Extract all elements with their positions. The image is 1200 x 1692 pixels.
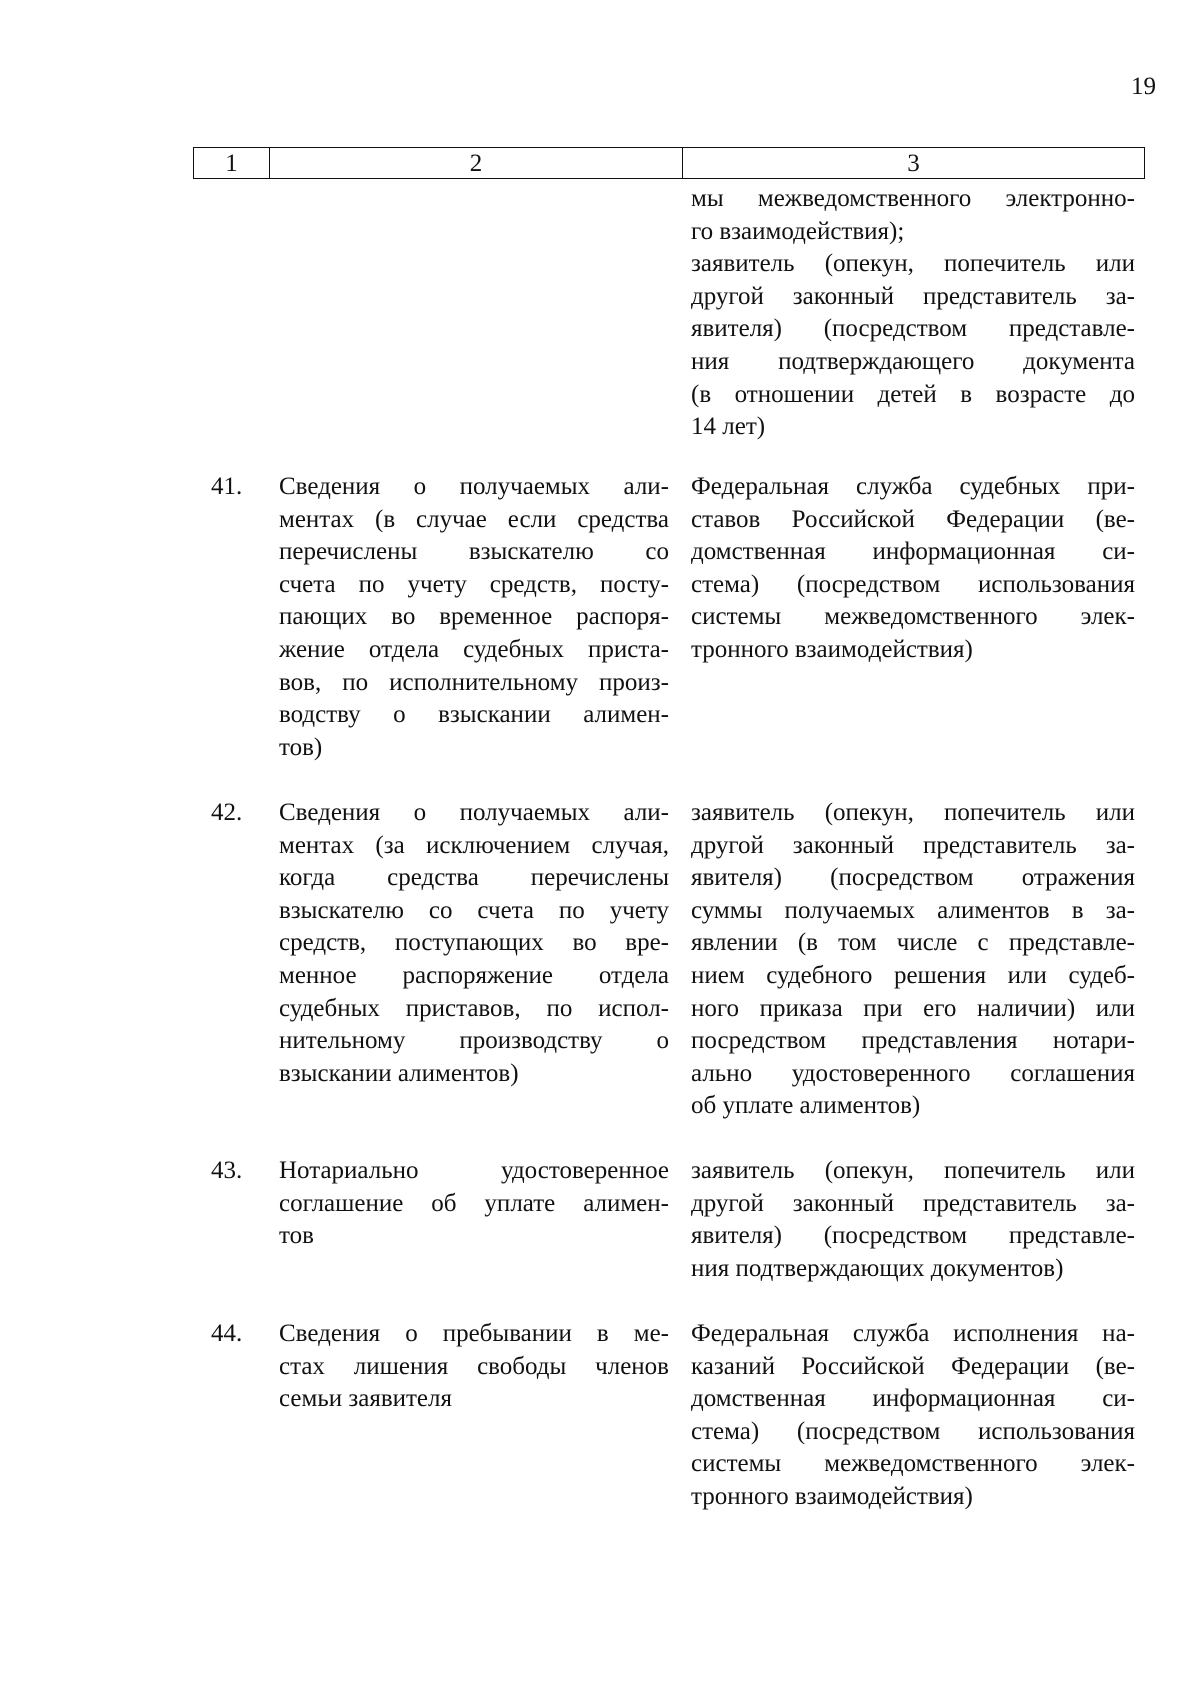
text-line: заявитель (опекун, попечитель или [691,799,1135,826]
row-source-text [691,1155,1135,1285]
text-line: об уплате алиментов) [691,1092,921,1120]
text-line: жение отдела судебных приста- [279,635,669,663]
text-line: явителя) (посредством представле- [691,315,1135,343]
text-line: тронного взаимодействия) [691,1482,973,1510]
table-header [193,147,1145,179]
text-line: семьи заявителя [279,1385,452,1413]
text-line: нием судебного решения или судеб- [691,961,1135,989]
text-line: когда средства перечислены [279,864,669,892]
text-line: заявитель (опекун, попечитель или [691,1157,1135,1184]
text-line: домственная информационная си- [691,538,1135,566]
row-source-text [691,183,1135,444]
text-line: системы межведомственного элек- [691,1450,1135,1478]
text-line: явителя) (посредством отражения [691,864,1135,892]
text-line: тов) [279,733,323,761]
text-line: взыскателю со счета по учету [279,896,669,924]
text-line: Федеральная служба исполнения на- [691,1320,1135,1347]
text-line: ментах (в случае если средства [279,505,669,533]
text-line: ально удостоверенного соглашения [691,1059,1135,1087]
text-line: Нотариально удостоверенное [279,1157,669,1184]
row-number: 44. [211,1320,243,1347]
text-line: Федеральная служба судебных при- [691,473,1135,500]
text-line: ного приказа при его наличии) или [691,994,1135,1022]
text-line: средств, поступающих во вре- [279,929,669,957]
text-line: ментах (за исключением случая, [279,831,669,859]
row-description [279,797,669,1090]
text-line: соглашение об уплате алимен- [279,1189,669,1217]
text-line: ставов Российской Федерации (ве- [691,505,1135,533]
text-line: суммы получаемых алиментов в за- [691,896,1135,924]
row-source-text [691,797,1135,1123]
text-line: казаний Российской Федерации (ве- [691,1352,1135,1380]
row-source-text [691,471,1135,667]
text-line: тронного взаимодействия) [691,635,973,663]
row-description [279,1155,669,1253]
text-line: стема) (посредством использования [691,1417,1135,1445]
text-line: другой законный представитель за- [691,831,1135,859]
text-line: Сведения о получаемых али- [279,799,669,826]
text-line: (в отношении детей в возрасте до [691,380,1135,408]
text-line: перечислены взыскателю со [279,538,669,566]
text-line: менное распоряжение отдела [279,961,669,989]
text-line: счета по учету средств, посту- [279,570,669,598]
text-line: Сведения о получаемых али- [279,473,669,500]
text-line: другой законный представитель за- [691,282,1135,310]
text-line: судебных приставов, по испол- [279,994,669,1022]
row-source-text [691,1318,1135,1514]
text-line: мы межведомственного электронно- [691,185,1135,212]
text-line: вов, по исполнительному произ- [279,668,669,696]
row-number: 42. [211,799,243,826]
text-line: ния подтверждающего документа [691,347,1135,375]
text-line: 14 лет) [691,413,766,441]
text-line: го взаимодействия); [691,217,905,245]
text-line: стах лишения свободы членов [279,1352,669,1380]
text-line: явлении (в том числе с представле- [691,929,1135,957]
text-line: домственная информационная си- [691,1385,1135,1413]
text-line: Сведения о пребывании в ме- [279,1320,669,1347]
row-number: 41. [211,473,243,500]
page-number: 19 [1131,73,1156,100]
header-col-3: 3 [907,149,920,177]
text-line: стема) (посредством использования [691,570,1135,598]
text-line: водству о взыскании алимен- [279,701,669,729]
text-line: пающих во временное распоря- [279,603,669,631]
text-line: нительному производству о [279,1027,669,1055]
text-line: явителя) (посредством представле- [691,1222,1135,1250]
text-line: посредством представления нотари- [691,1027,1135,1055]
text-line: заявитель (опекун, попечитель или [691,250,1135,278]
text-line: системы межведомственного элек- [691,603,1135,631]
text-line: другой законный представитель за- [691,1189,1135,1217]
row-description [279,471,669,764]
text-line: ния подтверждающих документов) [691,1254,1064,1282]
header-col-2: 2 [270,148,683,178]
row-number: 43. [211,1157,243,1184]
text-line: взыскании алиментов) [279,1059,519,1087]
header-col-1: 1 [194,148,270,178]
row-description [279,1318,669,1416]
text-line: тов [279,1222,314,1250]
